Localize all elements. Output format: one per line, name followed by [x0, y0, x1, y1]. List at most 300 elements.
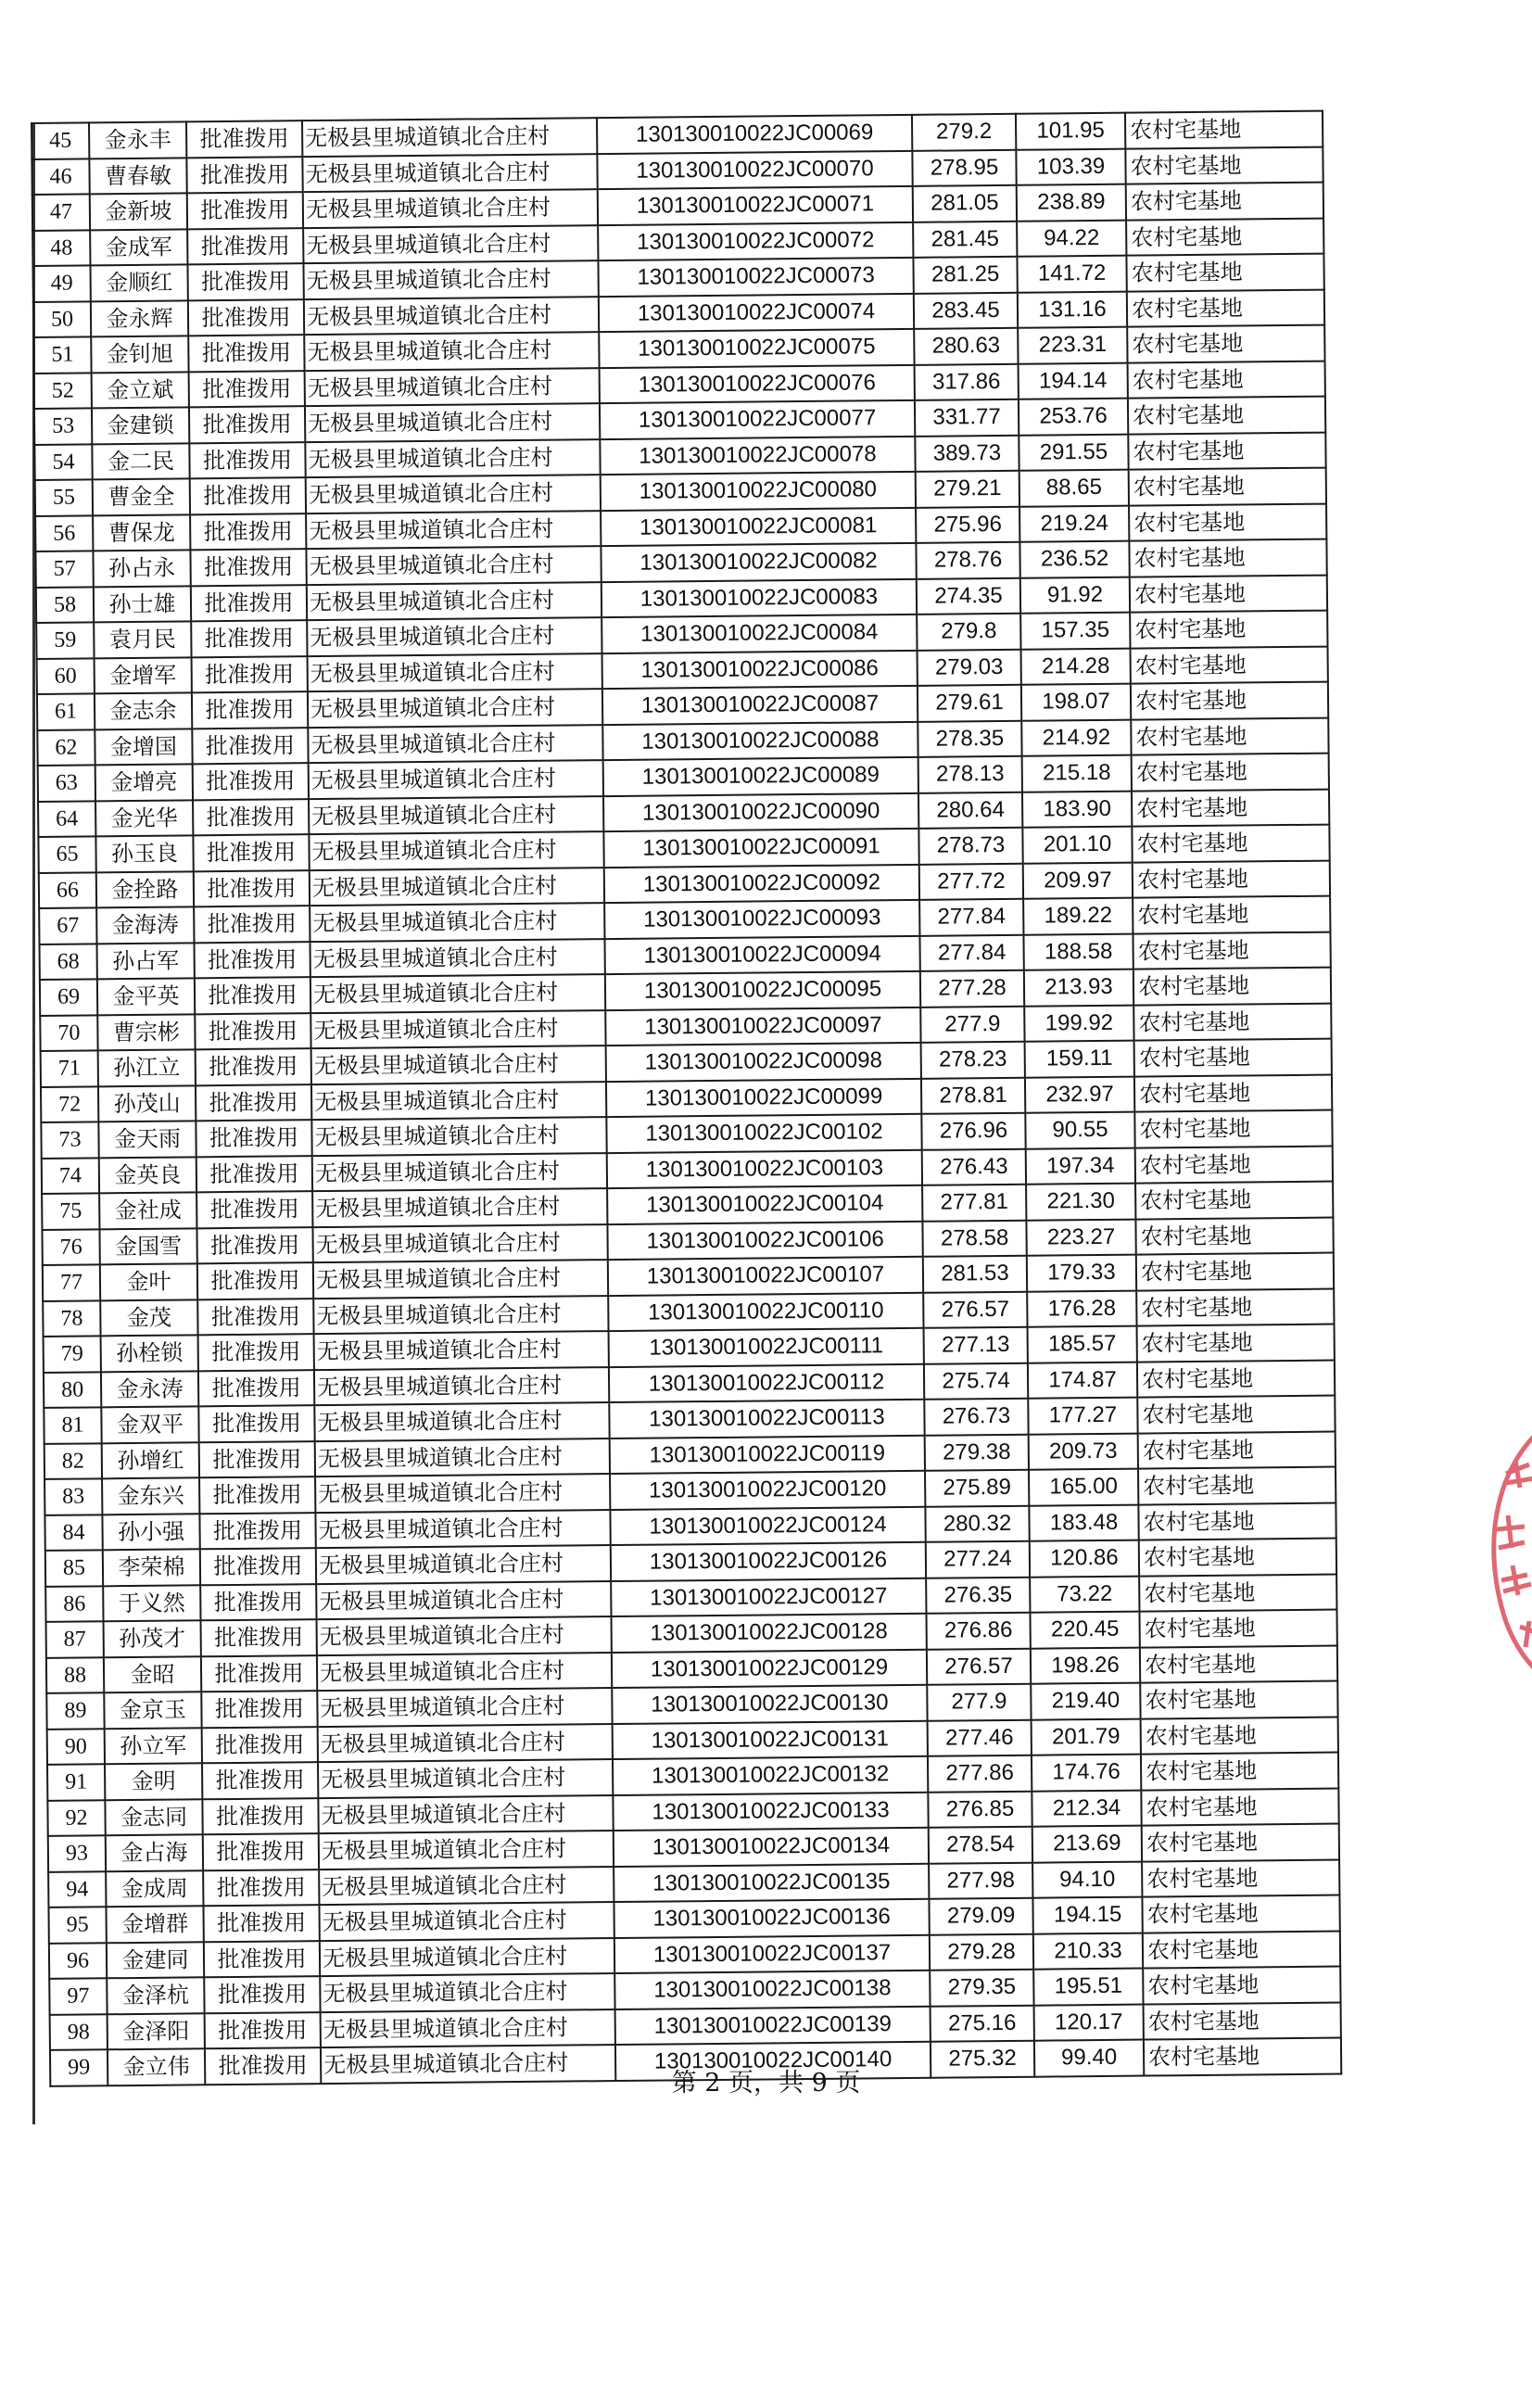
area-1-cell: 275.89 [925, 1470, 1029, 1507]
parcel-code-cell: 130130010022JC00112 [609, 1363, 924, 1402]
land-use-cell: 农村宅基地 [1141, 1788, 1338, 1826]
holder-name-cell: 于义然 [103, 1585, 200, 1622]
location-cell: 无极县里城道镇北合庄村 [311, 1082, 606, 1121]
area-1-cell: 277.24 [926, 1541, 1030, 1578]
location-cell: 无极县里城道镇北合庄村 [321, 2009, 615, 2048]
row-number-cell: 83 [44, 1478, 102, 1515]
parcel-code-cell: 130130010022JC00095 [605, 971, 920, 1010]
approval-type-cell: 批准拨用 [198, 1405, 314, 1442]
row-number-cell: 56 [35, 515, 93, 551]
land-use-cell: 农村宅基地 [1141, 1753, 1338, 1791]
parcel-code-cell: 130130010022JC00084 [601, 615, 917, 653]
land-use-cell: 农村宅基地 [1144, 2038, 1341, 2076]
land-use-cell: 农村宅基地 [1132, 825, 1329, 863]
parcel-code-cell: 130130010022JC00077 [600, 400, 915, 439]
row-number-cell: 66 [39, 872, 96, 908]
holder-name-cell: 孙立军 [105, 1728, 202, 1765]
approval-type-cell: 批准拨用 [197, 1299, 313, 1336]
land-use-cell: 农村宅基地 [1126, 218, 1323, 256]
location-cell: 无极县里城道镇北合庄村 [320, 1973, 614, 2012]
parcel-code-cell: 130130010022JC00081 [601, 507, 916, 546]
row-number-cell: 52 [34, 373, 92, 409]
area-2-cell: 176.28 [1027, 1290, 1136, 1327]
approval-type-cell: 批准拨用 [202, 1798, 318, 1835]
land-use-cell: 农村宅基地 [1143, 1967, 1340, 2005]
land-use-cell: 农村宅基地 [1125, 146, 1323, 184]
area-2-cell: 214.28 [1021, 648, 1131, 685]
parcel-code-cell: 130130010022JC00126 [611, 1542, 926, 1581]
row-number-cell: 54 [34, 444, 92, 480]
row-number-cell: 92 [47, 1800, 105, 1836]
row-number-cell: 81 [44, 1407, 101, 1443]
parcel-code-cell: 130130010022JC00083 [601, 578, 917, 617]
location-cell: 无极县里城道镇北合庄村 [319, 1831, 614, 1869]
holder-name-cell: 金永涛 [101, 1371, 198, 1408]
parcel-code-cell: 130130010022JC00076 [600, 364, 915, 403]
row-number-cell: 61 [37, 693, 95, 729]
holder-name-cell: 金顺红 [90, 264, 187, 301]
area-1-cell: 276.73 [924, 1399, 1028, 1436]
area-1-cell: 276.86 [926, 1613, 1030, 1650]
location-cell: 无极县里城道镇北合庄村 [317, 1616, 612, 1655]
area-2-cell: 165.00 [1029, 1469, 1138, 1506]
seal-arc [1494, 1409, 1532, 1692]
location-cell: 无极县里城道镇北合庄村 [315, 1510, 610, 1549]
location-cell: 无极县里城道镇北合庄村 [305, 403, 600, 442]
area-2-cell: 201.10 [1022, 827, 1132, 864]
area-2-cell: 238.89 [1017, 184, 1126, 222]
land-use-cell: 农村宅基地 [1133, 1003, 1331, 1041]
location-cell: 无极县里城道镇北合庄村 [302, 154, 597, 193]
area-2-cell: 101.95 [1016, 113, 1125, 150]
parcel-code-cell: 130130010022JC00074 [599, 293, 914, 332]
area-1-cell: 278.95 [912, 149, 1016, 186]
holder-name-cell: 曹宗彬 [97, 1014, 195, 1051]
area-1-cell: 277.46 [928, 1719, 1032, 1756]
approval-type-cell: 批准拨用 [204, 1976, 320, 2013]
row-number-cell: 82 [44, 1443, 102, 1479]
location-cell: 无极县里城道镇北合庄村 [312, 1224, 607, 1263]
location-cell: 无极县里城道镇北合庄村 [303, 225, 598, 264]
row-number-cell: 89 [46, 1692, 104, 1729]
area-2-cell: 177.27 [1028, 1398, 1137, 1435]
approval-type-cell: 批准拨用 [202, 1727, 318, 1764]
area-2-cell: 223.27 [1026, 1219, 1135, 1256]
holder-name-cell: 金永丰 [89, 121, 186, 158]
area-1-cell: 276.85 [928, 1791, 1032, 1828]
parcel-code-cell: 130130010022JC00102 [606, 1114, 921, 1153]
parcel-code-cell: 130130010022JC00111 [609, 1328, 924, 1367]
holder-name-cell: 李荣棉 [103, 1549, 200, 1586]
parcel-code-cell: 130130010022JC00070 [597, 150, 912, 189]
location-cell: 无极县里城道镇北合庄村 [319, 1902, 614, 1941]
approval-type-cell: 批准拨用 [193, 763, 309, 800]
holder-name-cell: 金京玉 [104, 1692, 201, 1729]
area-1-cell: 280.63 [914, 328, 1018, 365]
land-use-cell: 农村宅基地 [1138, 1502, 1336, 1540]
area-2-cell: 201.79 [1032, 1718, 1141, 1755]
parcel-code-cell: 130130010022JC00124 [610, 1506, 925, 1545]
land-use-cell: 农村宅基地 [1136, 1253, 1334, 1291]
parcel-code-cell: 130130010022JC00073 [598, 258, 913, 297]
holder-name-cell: 孙茂才 [104, 1620, 201, 1657]
holder-name-cell: 金永辉 [91, 300, 188, 337]
approval-type-cell: 批准拨用 [196, 1191, 312, 1228]
approval-type-cell: 批准拨用 [189, 371, 305, 408]
row-number-cell: 49 [32, 265, 90, 301]
approval-type-cell: 批准拨用 [187, 263, 303, 300]
land-use-cell: 农村宅基地 [1133, 896, 1330, 934]
location-cell: 无极县里城道镇北合庄村 [315, 1474, 610, 1513]
area-2-cell: 198.07 [1021, 684, 1131, 721]
area-1-cell: 276.43 [922, 1148, 1026, 1185]
approval-type-cell: 批准拨用 [205, 2047, 321, 2085]
parcel-code-cell: 130130010022JC00099 [606, 1078, 921, 1117]
row-number-cell: 93 [48, 1835, 106, 1871]
holder-name-cell: 孙士雄 [94, 586, 191, 623]
area-2-cell: 213.69 [1032, 1826, 1142, 1863]
row-number-cell: 85 [45, 1550, 103, 1586]
approval-type-cell: 批准拨用 [202, 1762, 318, 1799]
location-cell: 无极县里城道镇北合庄村 [308, 725, 602, 764]
approval-type-cell: 批准拨用 [192, 728, 308, 765]
location-cell: 无极县里城道镇北合庄村 [310, 939, 604, 978]
land-use-cell: 农村宅基地 [1130, 575, 1327, 613]
holder-name-cell: 金建同 [107, 1942, 204, 1979]
row-number-cell: 73 [41, 1122, 98, 1158]
row-number-cell: 98 [50, 2014, 108, 2050]
seal-glyph-3 [1501, 1565, 1531, 1595]
parcel-code-cell: 130130010022JC00135 [614, 1863, 929, 1902]
holder-name-cell: 金增军 [95, 657, 192, 694]
area-1-cell: 279.2 [912, 114, 1016, 151]
land-use-cell: 农村宅基地 [1133, 860, 1330, 898]
area-1-cell: 275.32 [931, 2041, 1034, 2078]
approval-type-cell: 批准拨用 [187, 228, 303, 265]
parcel-code-cell: 130130010022JC00134 [614, 1828, 929, 1867]
row-number-cell: 86 [45, 1586, 103, 1622]
parcel-code-cell: 130130010022JC00069 [597, 115, 912, 154]
approval-type-cell: 批准拨用 [200, 1584, 316, 1621]
land-use-cell: 农村宅基地 [1137, 1324, 1335, 1362]
row-number-cell: 62 [37, 729, 95, 766]
row-number-cell: 57 [35, 551, 93, 587]
parcel-code-cell: 130130010022JC00080 [601, 472, 916, 511]
holder-name-cell: 金国雪 [99, 1228, 196, 1265]
land-use-cell: 农村宅基地 [1138, 1467, 1336, 1505]
approval-type-cell: 批准拨用 [197, 1262, 313, 1299]
location-cell: 无极县里城道镇北合庄村 [317, 1688, 612, 1727]
holder-name-cell: 金明 [105, 1763, 202, 1800]
parcel-code-cell: 130130010022JC00133 [613, 1792, 928, 1831]
area-1-cell: 317.86 [915, 363, 1019, 400]
location-cell: 无极县里城道镇北合庄村 [314, 1402, 609, 1441]
approval-type-cell: 批准拨用 [198, 1370, 314, 1407]
row-number-cell: 58 [36, 587, 94, 623]
row-number-cell: 46 [32, 158, 89, 195]
land-use-cell: 农村宅基地 [1126, 254, 1323, 292]
location-cell: 无极县里城道镇北合庄村 [305, 439, 600, 478]
location-cell: 无极县里城道镇北合庄村 [318, 1795, 613, 1834]
approval-type-cell: 批准拨用 [196, 1048, 311, 1085]
holder-name-cell: 金立斌 [92, 372, 189, 409]
holder-name-cell: 金占海 [106, 1834, 203, 1871]
row-number-cell: 68 [40, 944, 97, 980]
land-register-table [31, 110, 1342, 2087]
location-cell: 无极县里城道镇北合庄村 [312, 1153, 607, 1192]
approval-type-cell: 批准拨用 [199, 1441, 315, 1478]
area-1-cell: 276.57 [927, 1648, 1031, 1685]
row-number-cell: 80 [44, 1372, 101, 1408]
land-use-cell: 农村宅基地 [1135, 1217, 1333, 1255]
area-2-cell: 174.76 [1032, 1755, 1141, 1792]
location-cell: 无极县里城道镇北合庄村 [306, 511, 601, 550]
area-1-cell: 278.23 [921, 1042, 1025, 1079]
area-1-cell: 277.28 [920, 970, 1024, 1008]
land-use-cell: 农村宅基地 [1139, 1610, 1336, 1648]
location-cell: 无极县里城道镇北合庄村 [319, 1867, 614, 1906]
parcel-code-cell: 130130010022JC00097 [605, 1007, 920, 1046]
holder-name-cell: 金成周 [106, 1870, 203, 1907]
area-1-cell: 278.13 [918, 756, 1022, 793]
holder-name-cell: 金昭 [104, 1656, 201, 1693]
holder-name-cell: 金东兴 [102, 1477, 199, 1515]
area-1-cell: 281.45 [913, 221, 1017, 258]
location-cell: 无极县里城道镇北合庄村 [317, 1653, 612, 1692]
area-2-cell: 221.30 [1026, 1184, 1135, 1221]
parcel-code-cell: 130130010022JC00139 [615, 2006, 931, 2045]
location-cell: 无极县里城道镇北合庄村 [318, 1759, 613, 1798]
land-use-cell: 农村宅基地 [1129, 503, 1326, 541]
holder-name-cell: 金海涛 [96, 906, 194, 944]
land-use-cell: 农村宅基地 [1137, 1360, 1335, 1398]
holder-name-cell: 金天雨 [98, 1121, 196, 1158]
row-number-cell: 47 [32, 194, 90, 230]
row-number-cell: 71 [41, 1050, 98, 1086]
official-seal-stamp [1469, 1390, 1532, 1696]
holder-name-cell: 金建锁 [92, 407, 189, 444]
location-cell: 无极县里城道镇北合庄村 [307, 617, 601, 656]
parcel-code-cell: 130130010022JC00131 [613, 1720, 928, 1759]
holder-name-cell: 曹金全 [93, 478, 190, 515]
land-use-cell: 农村宅基地 [1131, 717, 1328, 755]
location-cell: 无极县里城道镇北合庄村 [316, 1581, 611, 1620]
approval-type-cell: 批准拨用 [201, 1691, 317, 1728]
row-number-cell: 45 [32, 122, 89, 158]
area-2-cell: 194.15 [1032, 1897, 1142, 1934]
location-cell: 无极县里城道镇北合庄村 [306, 475, 601, 513]
row-number-cell: 88 [46, 1657, 104, 1693]
holder-name-cell: 孙玉良 [95, 835, 193, 872]
approval-type-cell: 批准拨用 [191, 620, 307, 657]
approval-type-cell: 批准拨用 [186, 120, 302, 158]
approval-type-cell: 批准拨用 [190, 549, 306, 586]
holder-name-cell: 袁月民 [94, 621, 191, 658]
area-2-cell: 209.97 [1023, 862, 1133, 899]
holder-name-cell: 孙茂山 [98, 1085, 196, 1122]
location-cell: 无极县里城道镇北合庄村 [306, 546, 601, 585]
approval-type-cell: 批准拨用 [198, 1334, 314, 1371]
approval-type-cell: 批准拨用 [193, 799, 309, 836]
land-use-cell: 农村宅基地 [1142, 1824, 1339, 1862]
location-cell: 无极县里城道镇北合庄村 [312, 1188, 607, 1227]
holder-name-cell: 金光华 [95, 800, 193, 837]
area-2-cell: 179.33 [1027, 1255, 1136, 1292]
area-2-cell: 214.92 [1021, 719, 1131, 756]
location-cell: 无极县里城道镇北合庄村 [303, 189, 598, 228]
row-number-cell: 90 [47, 1729, 105, 1765]
area-2-cell: 198.26 [1031, 1647, 1140, 1684]
area-2-cell: 88.65 [1019, 470, 1129, 507]
row-number-cell: 65 [38, 836, 95, 872]
area-1-cell: 283.45 [914, 292, 1018, 329]
approval-type-cell: 批准拨用 [187, 192, 303, 229]
land-use-cell: 农村宅基地 [1130, 646, 1327, 684]
land-use-cell: 农村宅基地 [1140, 1645, 1337, 1683]
area-2-cell: 253.76 [1019, 399, 1128, 436]
parcel-code-cell: 130130010022JC00103 [607, 1149, 922, 1188]
area-2-cell: 194.14 [1019, 362, 1128, 399]
area-1-cell: 278.54 [929, 1827, 1032, 1864]
area-2-cell: 90.55 [1025, 1112, 1134, 1149]
holder-name-cell: 曹保龙 [93, 514, 190, 551]
area-1-cell: 281.53 [923, 1256, 1027, 1293]
row-number-cell: 53 [34, 408, 92, 444]
area-1-cell: 279.21 [916, 471, 1019, 508]
area-2-cell: 197.34 [1026, 1147, 1135, 1185]
table-body [32, 111, 1341, 2086]
area-1-cell: 277.84 [919, 899, 1023, 936]
approval-type-cell: 批准拨用 [201, 1619, 317, 1656]
area-2-cell: 209.73 [1029, 1433, 1138, 1470]
holder-name-cell: 金拴路 [96, 871, 194, 908]
seal-glyph-4 [1520, 1621, 1532, 1647]
land-use-cell: 农村宅基地 [1128, 361, 1325, 399]
location-cell: 无极县里城道镇北合庄村 [314, 1331, 609, 1370]
row-number-cell: 64 [38, 801, 95, 837]
location-cell: 无极县里城道镇北合庄村 [321, 2045, 615, 2084]
area-2-cell: 159.11 [1025, 1041, 1134, 1078]
parcel-code-cell: 130130010022JC00110 [608, 1292, 923, 1331]
area-1-cell: 279.38 [925, 1434, 1029, 1471]
area-1-cell: 389.73 [915, 435, 1019, 472]
row-number-cell: 84 [44, 1515, 102, 1551]
approval-type-cell: 批准拨用 [186, 157, 302, 194]
parcel-code-cell: 130130010022JC00071 [598, 186, 913, 225]
approval-type-cell: 批准拨用 [205, 2012, 321, 2049]
approval-type-cell: 批准拨用 [191, 585, 307, 622]
land-use-cell: 农村宅基地 [1134, 1039, 1332, 1077]
holder-name-cell: 金双平 [101, 1406, 198, 1443]
parcel-code-cell: 130130010022JC00104 [607, 1185, 922, 1224]
approval-type-cell: 批准拨用 [192, 656, 308, 693]
holder-name-cell: 孙占军 [97, 943, 195, 980]
land-use-cell: 农村宅基地 [1137, 1396, 1335, 1434]
land-use-cell: 农村宅基地 [1129, 539, 1326, 577]
area-2-cell: 213.93 [1024, 970, 1133, 1007]
approval-type-cell: 批准拨用 [188, 299, 304, 336]
approval-type-cell: 批准拨用 [195, 942, 310, 979]
location-cell: 无极县里城道镇北合庄村 [313, 1260, 608, 1299]
area-2-cell: 195.51 [1033, 1969, 1143, 2006]
land-use-cell: 农村宅基地 [1144, 2002, 1341, 2040]
parcel-code-cell: 130130010022JC00098 [606, 1043, 921, 1082]
parcel-code-cell: 130130010022JC00140 [615, 2042, 931, 2081]
land-use-cell: 农村宅基地 [1143, 1931, 1340, 1969]
parcel-code-cell: 130130010022JC00129 [612, 1649, 927, 1688]
area-2-cell: 215.18 [1022, 755, 1132, 792]
parcel-code-cell: 130130010022JC00082 [601, 543, 916, 582]
approval-type-cell: 批准拨用 [190, 513, 306, 551]
area-1-cell: 278.81 [921, 1077, 1025, 1114]
land-use-cell: 农村宅基地 [1141, 1717, 1338, 1755]
land-use-cell: 农村宅基地 [1126, 183, 1323, 221]
area-2-cell: 103.39 [1016, 148, 1125, 185]
location-cell: 无极县里城道镇北合庄村 [309, 831, 603, 870]
row-number-cell: 99 [50, 2049, 108, 2085]
location-cell: 无极县里城道镇北合庄村 [315, 1438, 610, 1477]
approval-type-cell: 批准拨用 [199, 1476, 315, 1514]
location-cell: 无极县里城道镇北合庄村 [313, 1296, 608, 1335]
area-1-cell: 277.98 [929, 1862, 1032, 1899]
approval-type-cell: 批准拨用 [196, 1084, 311, 1122]
area-2-cell: 73.22 [1030, 1576, 1139, 1613]
location-cell: 无极县里城道镇北合庄村 [310, 903, 604, 942]
approval-type-cell: 批准拨用 [203, 1833, 319, 1870]
approval-type-cell: 批准拨用 [204, 1941, 320, 1978]
area-2-cell: 120.86 [1030, 1540, 1139, 1578]
area-2-cell: 199.92 [1024, 1005, 1133, 1042]
area-1-cell: 279.28 [930, 1933, 1033, 1971]
land-use-cell: 农村宅基地 [1136, 1288, 1334, 1326]
land-use-cell: 农村宅基地 [1129, 468, 1326, 506]
land-use-cell: 农村宅基地 [1135, 1182, 1333, 1220]
area-1-cell: 331.77 [915, 399, 1019, 437]
location-cell: 无极县里城道镇北合庄村 [318, 1724, 613, 1763]
holder-name-cell: 金平英 [97, 978, 195, 1015]
area-2-cell: 91.92 [1020, 577, 1130, 614]
approval-type-cell: 批准拨用 [195, 977, 310, 1014]
location-cell: 无极县里城道镇北合庄村 [302, 118, 597, 157]
area-2-cell: 99.40 [1034, 2040, 1144, 2077]
area-1-cell: 277.86 [928, 1755, 1032, 1793]
approval-type-cell: 批准拨用 [193, 834, 309, 871]
area-1-cell: 276.57 [923, 1291, 1027, 1328]
area-2-cell: 185.57 [1028, 1326, 1137, 1363]
area-2-cell: 212.34 [1032, 1790, 1141, 1827]
approval-type-cell: 批准拨用 [192, 691, 308, 729]
location-cell: 无极县里城道镇北合庄村 [320, 1938, 614, 1977]
area-2-cell: 157.35 [1020, 613, 1130, 650]
location-cell: 无极县里城道镇北合庄村 [310, 974, 605, 1013]
area-1-cell: 277.13 [924, 1327, 1028, 1364]
approval-type-cell: 批准拨用 [189, 442, 305, 479]
location-cell: 无极县里城道镇北合庄村 [308, 653, 602, 692]
area-2-cell: 232.97 [1025, 1076, 1134, 1113]
parcel-code-cell: 130130010022JC00127 [611, 1578, 926, 1616]
area-2-cell: 236.52 [1019, 541, 1129, 578]
holder-name-cell: 金叶 [100, 1263, 197, 1300]
location-cell: 无极县里城道镇北合庄村 [309, 796, 603, 835]
location-cell: 无极县里城道镇北合庄村 [310, 1010, 605, 1049]
location-cell: 无极县里城道镇北合庄村 [310, 868, 604, 906]
row-number-cell: 94 [48, 1871, 106, 1907]
row-number-cell: 95 [48, 1907, 106, 1943]
holder-name-cell: 孙占永 [93, 550, 190, 587]
holder-name-cell: 金志同 [105, 1799, 202, 1836]
land-use-cell: 农村宅基地 [1130, 611, 1327, 649]
parcel-code-cell: 130130010022JC00093 [604, 900, 919, 939]
